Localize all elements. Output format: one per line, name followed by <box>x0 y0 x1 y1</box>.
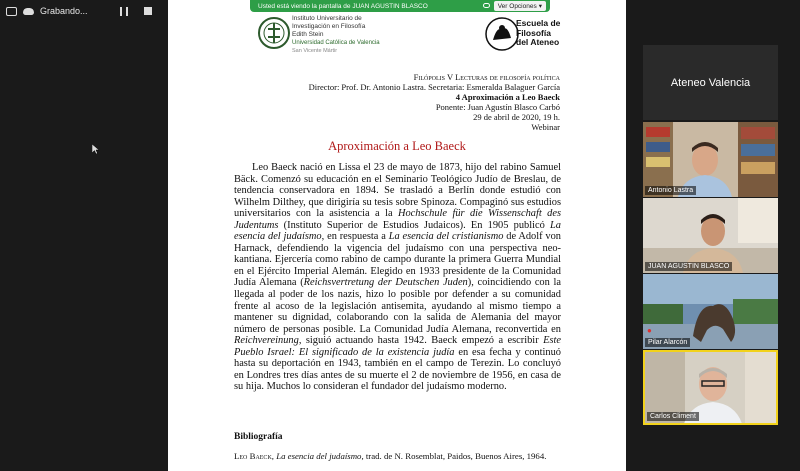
body-text: (Instituto Superior de Estudios Judaicos). En 1905 publicó <box>278 219 551 231</box>
mouse-cursor-icon <box>92 144 99 154</box>
director-line: Director: Prof. Dr. Antonio Lastra. Secretaria: Esmeralda Balaguer García <box>308 82 560 92</box>
body-text: ), coincidiendo con la llegada al poder de los nazis, hizo lo posible por defender a su comunidad frente al acoso de la legislación antisemita, ayudando al mismo tiempo a mantener su dignidad, colaborando con la salida de Alemania del mayor número de personas posible. La Comunidad Judía Alemana, reconvertida en <box>234 277 561 335</box>
body-italic: Este Pueblo Israel: El significado de la existencia judía <box>234 335 561 358</box>
recording-label: Grabando... <box>40 6 88 16</box>
grid-view-icon[interactable] <box>6 7 17 16</box>
body-text: Leo Baeck nació en Lissa el 23 de mayo de 1873, hijo del rabino Samuel Bäck. Comenzó su educación en el Seminario Teológico Judío de Breslau, de tendencia conservadora en 1894. Se trasladó a Berlín donde estudió con Wilhelm Dilthey, que dirigiría su tesis sobre Spinoza. Compaginó sus estudios universitarios con la asistencia a la <box>234 162 561 220</box>
speaker-line: Ponente: Juan Agustín Blasco Carbó <box>435 102 560 112</box>
bibliography-heading: Bibliografía <box>234 432 283 442</box>
date-line: 29 de abril de 2020, 19 h. <box>473 112 560 122</box>
participant-label: Pilar Alarcón <box>645 338 690 347</box>
institute-line: Universidad Católica de Valencia <box>292 40 380 46</box>
body-italic: La esencia del cristianismo <box>388 231 504 243</box>
bibliography-entry <box>234 451 561 462</box>
institute-line: Investigación en Filosofía <box>292 23 366 30</box>
body-italic: La esencia del judaísmo <box>234 219 561 243</box>
institute-line: Instituto Universitario de <box>292 15 362 22</box>
institute-logo <box>256 14 296 52</box>
participant-label: JUAN AGUSTIN BLASCO <box>645 262 732 271</box>
biblio-work: La esencia del judaísmo <box>276 451 362 461</box>
biblio-author: Leo Baeck, <box>234 451 274 461</box>
participant-name: Ateneo Valencia <box>670 76 751 89</box>
biblio-details: , trad. de N. Rosemblat, Paidos, Buenos Aires, 1964. <box>361 451 547 461</box>
view-options-button[interactable] <box>494 1 546 11</box>
top-toolbar <box>0 0 152 22</box>
shared-document <box>168 0 626 471</box>
participant-video-tile[interactable] <box>643 274 778 349</box>
cloud-recording-icon <box>23 8 34 15</box>
body-text: de Adolf von Harnack, defendiendo la vigencia del judaísmo con una perspectiva neo-kantiana. Ejercería como rabino de campo durante la primera Guerra Mundial en el Ejército Imperial Alemán. Elegido en 1933 presidente de la Comunidad Judía Alemana ( <box>234 231 562 289</box>
escuela-line: del Ateneo <box>516 37 560 47</box>
institute-line: Edith Stein <box>292 31 324 38</box>
series-title: Filópolis V Lecturas de filosofía política <box>413 72 560 82</box>
participant-name-tile[interactable] <box>643 45 778 120</box>
body-paragraph <box>234 162 561 393</box>
body-text: , en respuesta a <box>321 231 389 243</box>
share-banner-text: Usted está viendo la pantalla de JUAN AGUSTIN BLASCO <box>258 2 428 10</box>
document-title: Aproximación a Leo Baeck <box>328 139 466 153</box>
format-line: Webinar <box>531 122 560 132</box>
document-header <box>309 72 560 132</box>
escuela-line: Escuela de <box>516 18 561 28</box>
escuela-name <box>516 19 560 48</box>
cloud-icon <box>483 3 490 8</box>
screen-share-banner <box>250 0 550 12</box>
participant-video-tile[interactable] <box>643 122 778 197</box>
body-italic: Reichvereinung <box>234 335 299 347</box>
escuela-line: Filosofía <box>516 27 551 38</box>
participant-label: Carlos Climent <box>647 412 699 421</box>
body-italic: Reichsvertretung der Deutschen Juden <box>303 277 468 289</box>
stop-recording-icon[interactable] <box>144 7 152 15</box>
body-text: en esa fecha y continuó hasta su deportación en 1943, también en el campo de Terezin. Lo concluyó en Londres tres días antes de su muerte el 2 de noviembre de 1956, en casa de su hija. Muchos lo consideran el fundador del judaísmo moderno. <box>234 346 561 393</box>
body-text: , siguió actuando hasta 1942. Baeck empezó a escribir <box>298 335 544 347</box>
view-options-label: Ver Opciones <box>497 2 537 10</box>
pause-recording-icon[interactable] <box>120 7 128 16</box>
muted-mic-icon: ● <box>647 326 652 335</box>
session-title: 4 Aproximación a Leo Baeck <box>455 92 560 102</box>
escuela-logo <box>484 16 520 52</box>
institute-name <box>292 15 380 55</box>
institute-line: San Vicente Mártir <box>292 48 338 54</box>
active-speaker-video-tile[interactable] <box>643 350 778 425</box>
body-italic: Hochschule für die Wissenschaft des Judentums <box>234 208 561 231</box>
participant-video-tile[interactable] <box>643 198 778 273</box>
chevron-down-icon: ▾ <box>538 3 542 10</box>
participant-label: Antonio Lastra <box>645 186 696 195</box>
